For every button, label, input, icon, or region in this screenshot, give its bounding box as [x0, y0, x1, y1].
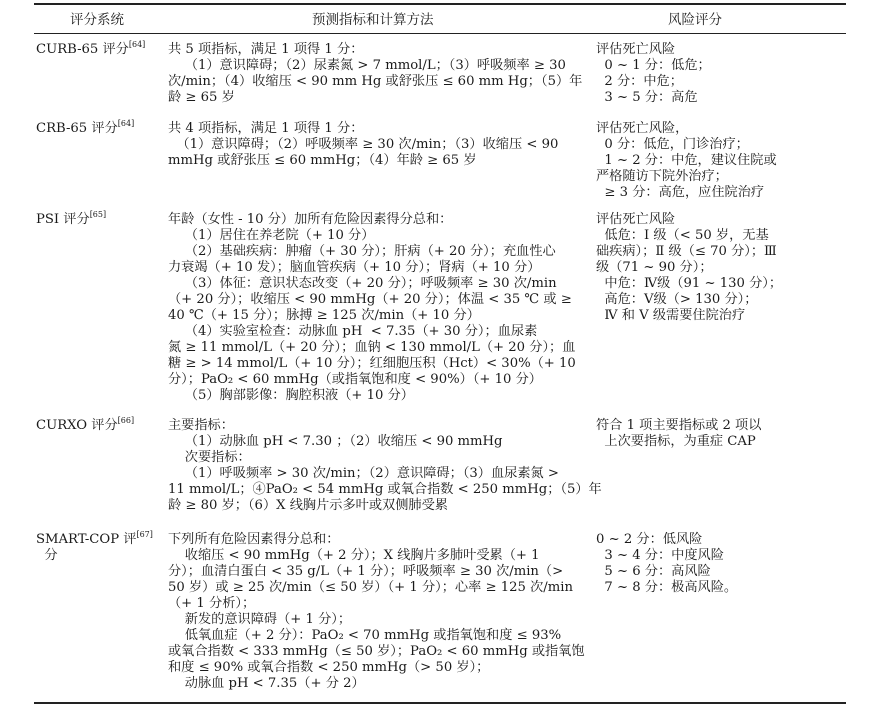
header-scoring-system: 评分系统: [70, 12, 124, 28]
scoring-system-name: [36, 532, 153, 564]
predictors-method-cell: [168, 212, 576, 404]
scoring-system-line: 分: [36, 548, 58, 563]
method-line: 11 mmol/L；④PaO₂ < 54 mmHg 或氧合指数 < 250 mmHg；（5）年: [168, 482, 602, 497]
reference-number: [66]: [117, 416, 135, 425]
method-line: 糖 ≥ > 14 mmol/L（+ 10 分）；红细胞压积（Hct）< 30%（+ 10: [168, 356, 576, 371]
scoring-system-name: [36, 42, 145, 58]
method-line: 和度 ≤ 90% 或氧合指数 < 250 mmHg（> 50 岁）；: [168, 660, 490, 675]
method-line: 主要指标：: [168, 418, 234, 433]
method-line: 50 岁）或 ≥ 25 次/min（≤ 50 岁）（+ 1 分）；心率 ≥ 125 次/min: [168, 580, 573, 595]
method-line: 下列所有危险因素得分总和：: [168, 532, 340, 547]
method-line: （5）胸部影像：胸腔积液（+ 10 分）: [168, 388, 414, 403]
method-line: 分）；PaO₂ < 60 mmHg（或指氧饱和度 < 90%）（+ 10 分）: [168, 372, 542, 387]
method-line: 收缩压 < 90 mmHg（+ 2 分）；X 线胸片多肺叶受累（+ 1: [168, 548, 540, 563]
method-line: 龄 ≥ 65 岁: [168, 90, 235, 105]
risk-line: Ⅳ 和 Ⅴ 级需要住院治疗: [596, 308, 746, 323]
table-top-rule: [34, 3, 846, 5]
method-line: 年龄（女性 - 10 分）加所有危险因素得分总和：: [168, 212, 453, 227]
risk-line: 级（71 ~ 90 分）；: [596, 260, 713, 275]
reference-number: [64]: [117, 119, 135, 128]
predictors-method-cell: [168, 418, 602, 514]
method-line: （1）居住在养老院（+ 10 分）: [168, 228, 375, 243]
scoring-system-line: PSI 评分[65]: [36, 210, 107, 227]
risk-line: 0 ~ 1 分：低危；: [596, 58, 711, 73]
table-bottom-rule: [34, 702, 846, 704]
method-line: （+ 1 分析）；: [168, 596, 256, 611]
method-line: 力衰竭（+ 10 发）；脑血管疾病（+ 10 分）；肾病（+ 10 分）: [168, 260, 541, 275]
risk-line: 低危：Ⅰ 级（< 50 岁，无基: [596, 228, 769, 243]
method-line: 新发的意识障碍（+ 1 分）；: [168, 612, 352, 627]
method-line: 低氧血症（+ 2 分）：PaO₂ < 70 mmHg 或指氧饱和度 ≤ 93%: [168, 628, 562, 643]
method-line: （3）体征：意识状态改变（+ 20 分）；呼吸频率 ≥ 30 次/min: [168, 276, 557, 291]
risk-line: 3 ~ 4 分：中度风险: [596, 548, 724, 563]
risk-line: 评估死亡风险，: [596, 121, 689, 136]
risk-line: 1 ~ 2 分：中危，建议住院或: [596, 153, 777, 168]
method-line: （4）实验室检查：动脉血 pH < 7.35（+ 30 分）；血尿素: [168, 324, 538, 339]
method-line: 分）；血清白蛋白 < 35 g/L（+ 1 分）；呼吸频率 ≥ 30 次/min（>: [168, 564, 568, 579]
scoring-system-line: CURB-65 评分[64]: [36, 40, 146, 57]
method-line: 共 4 项指标，满足 1 项得 1 分：: [168, 121, 364, 136]
method-line: 次要指标：: [168, 450, 251, 465]
reference-number: [64]: [128, 40, 146, 49]
risk-score-cell: [596, 212, 782, 324]
scoring-system-line: CRB-65 评分[64]: [36, 119, 135, 136]
risk-line: 评估死亡风险: [596, 42, 676, 57]
risk-line: 3 ~ 5 分：高危: [596, 90, 698, 105]
risk-score-cell: [596, 42, 711, 106]
method-line: 氮 ≥ 11 mmol/L（+ 20 分）；血钠 < 130 mmol/L（+ 20 分）；血: [168, 340, 576, 355]
reference-number: [67]: [136, 530, 153, 539]
scoring-system-line: CURXO 评分[66]: [36, 416, 135, 433]
method-line: mmHg 或舒张压 ≤ 60 mmHg；（4）年龄 ≥ 65 岁: [168, 153, 477, 168]
scoring-system-name: [36, 418, 134, 434]
method-line: （2）基础疾病：肿瘤（+ 30 分）；肝病（+ 20 分）；充血性心: [168, 244, 556, 259]
risk-line: 符合 1 项主要指标或 2 项以: [596, 418, 762, 433]
method-line: 动脉血 pH < 7.35（+ 分 2）: [168, 676, 365, 691]
risk-score-cell: [596, 532, 737, 596]
predictors-method-cell: [168, 532, 585, 692]
scoring-system-line: SMART-COP 评[67]: [36, 530, 153, 547]
header-predictors-method: 预测指标和计算方法: [312, 12, 434, 28]
risk-line: 0 ~ 2 分：低风险: [596, 532, 703, 547]
predictors-method-cell: [168, 121, 558, 169]
risk-score-cell: [596, 121, 777, 201]
risk-line: 评估死亡风险: [596, 212, 676, 227]
risk-line: 中危：Ⅳ级（91 ~ 130 分）；: [596, 276, 783, 291]
method-line: （1）动脉血 pH < 7.30 ；（2）收缩压 < 90 mmHg: [168, 434, 503, 449]
risk-line: 严格随访下院外治疗；: [596, 169, 728, 184]
risk-line: 5 ~ 6 分：高风险: [596, 564, 711, 579]
risk-line: 础疾病）；Ⅱ 级（≤ 70 分）；Ⅲ: [596, 244, 777, 259]
risk-score-cell: [596, 418, 761, 450]
method-line: 龄 ≥ 80 岁；（6）X 线胸片示多叶或双侧肺受累: [168, 498, 448, 513]
risk-line: 0 分：低危，门诊治疗；: [596, 137, 749, 152]
risk-line: 上次要指标，为重症 CAP: [596, 434, 756, 449]
method-line: （+ 20 分）；收缩压 < 90 mmHg（+ 20 分）；体温 < 35 ℃ 或 ≥: [168, 292, 572, 307]
method-line: （1）意识障碍；（2）尿素氮 > 7 mmol/L；（3）呼吸频率 ≥ 30: [168, 58, 566, 73]
scoring-system-name: [36, 121, 134, 137]
method-line: 共 5 项指标，满足 1 项得 1 分：: [168, 42, 364, 57]
reference-number: [65]: [89, 210, 107, 219]
risk-line: ≥ 3 分：高危，应住院治疗: [596, 185, 765, 200]
method-line: （1）意识障碍；（2）呼吸频率 ≥ 30 次/min；（3）收缩压 < 90: [168, 137, 559, 152]
method-line: 40 ℃（+ 15 分）；脉搏 ≥ 125 次/min（+ 10 分）: [168, 308, 480, 323]
header-bottom-rule: [34, 33, 846, 34]
risk-line: 2 分：中危；: [596, 74, 683, 89]
method-line: 次/min；（4）收缩压 < 90 mm Hg 或舒张压 ≤ 60 mm Hg；（5）年: [168, 74, 583, 89]
risk-line: 7 ~ 8 分：极高风险。: [596, 580, 738, 595]
scoring-system-name: [36, 212, 106, 228]
method-line: （1）呼吸频率 > 30 次/min；（2）意识障碍；（3）血尿素氮 >: [168, 466, 559, 481]
risk-line: 高危：Ⅴ级（> 130 分）；: [596, 292, 758, 307]
header-risk-score: 风险评分: [668, 12, 722, 28]
predictors-method-cell: [168, 42, 582, 106]
method-line: 或氧合指数 < 333 mmHg（≤ 50 岁）；PaO₂ < 60 mmHg 或指氧饱: [168, 644, 585, 659]
